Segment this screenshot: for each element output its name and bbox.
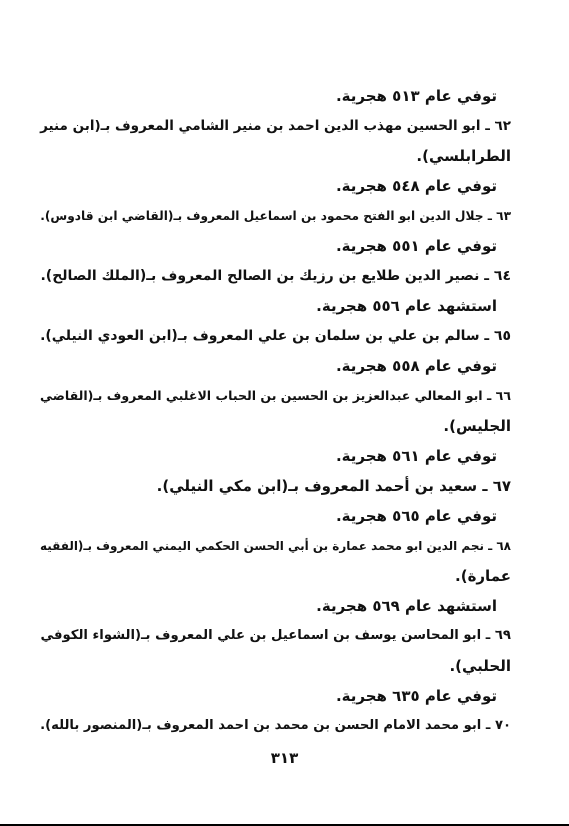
entry-67: ٦٧ ـ سعيد بن أحمد المعروف بـ(ابن مكي النيلي). xyxy=(156,477,511,495)
death-line-64: استشهد عام ٥٥٦ هجرية. xyxy=(316,297,497,315)
death-line-69: توفي عام ٦٣٥ هجرية. xyxy=(335,687,497,705)
page-number: ٣١٣ xyxy=(270,749,299,767)
entry-69-line-2: الحلبي). xyxy=(449,657,511,675)
entry-66-line-2: الجليس). xyxy=(443,417,511,435)
entry-63: ٦٣ ـ جلال الدين ابو الفتح محمود بن اسماعيل المعروف بـ(القاضي ابن قادوس). xyxy=(40,209,511,223)
entry-62-line-1: ٦٢ ـ ابو الحسين مهذب الدين احمد بن منير الشامي المعروف بـ(ابن منير xyxy=(40,118,511,134)
death-line-66: توفي عام ٥٦١ هجرية. xyxy=(335,447,497,465)
entry-66-line-1: ٦٦ ـ ابو المعالي عبدالعزيز بن الحسين بن الحباب الاغلبي المعروف بـ(القاضي xyxy=(40,388,511,403)
entry-70: ٧٠ ـ ابو محمد الامام الحسن بن محمد بن احمد المعروف بـ(المنصور بالله). xyxy=(40,718,511,733)
death-line-63: توفي عام ٥٥١ هجرية. xyxy=(335,237,497,255)
entry-62-line-2: الطرابلسي). xyxy=(416,147,511,165)
entry-69-line-1: ٦٩ ـ ابو المحاسن يوسف بن اسماعيل بن علي المعروف بـ(الشواء الكوفي xyxy=(40,628,511,643)
entry-65: ٦٥ ـ سالم بن علي بن سلمان بن علي المعروف بـ(ابن العودي النيلي). xyxy=(40,328,511,344)
death-line-67: توفي عام ٥٦٥ هجرية. xyxy=(335,507,497,525)
entry-64: ٦٤ ـ نصير الدين طلايع بن رزيك بن الصالح المعروف بـ(الملك الصالح). xyxy=(40,268,511,284)
entry-68-line-2: عمارة). xyxy=(455,567,511,585)
death-line-61: توفي عام ٥١٣ هجرية. xyxy=(335,87,497,105)
death-line-65: توفي عام ٥٥٨ هجرية. xyxy=(335,357,497,375)
entry-68-line-1: ٦٨ ـ نجم الدين ابو محمد عمارة بن أبي الحسن الحكمي اليمني المعروف بـ(الفقيه xyxy=(39,539,511,553)
death-line-68: استشهد عام ٥٦٩ هجرية. xyxy=(316,597,497,615)
death-line-62: توفي عام ٥٤٨ هجرية. xyxy=(335,177,497,195)
